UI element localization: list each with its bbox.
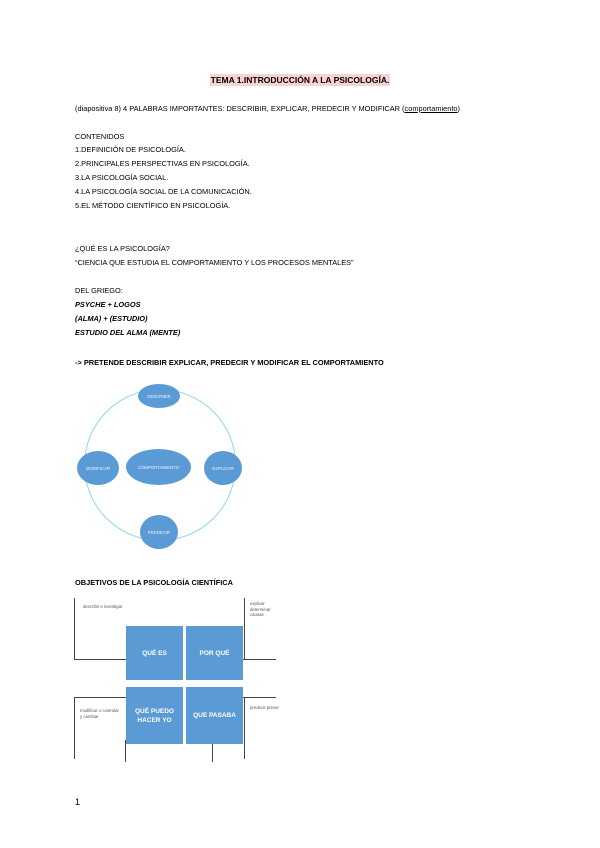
box-que-puedo-hacer-yo: QUÉ PUEDO HACER YO <box>126 687 183 744</box>
list-item: 3.LA PSICOLOGÍA SOCIAL. <box>75 173 169 182</box>
node-describir: DESCRIBIR <box>138 384 180 408</box>
divider <box>74 659 126 660</box>
note-bottom-left: modificar o controlar y cambiar <box>80 708 119 719</box>
node-comportamiento: COMPORTAMIENTO <box>126 449 191 485</box>
greek-heading: DEL GRIEGO: <box>75 286 123 295</box>
contents-heading: CONTENIDOS <box>75 132 125 141</box>
divider <box>74 697 75 759</box>
definition-question: ¿QUÉ ES LA PSICOLOGÍA? <box>75 244 170 253</box>
note-bottom-right: predecir prever <box>250 705 279 710</box>
slide-note: (diapositiva 8) 4 PALABRAS IMPORTANTES: DESCRIBIR, EXPLICAR, PREDECIR Y MODIFICAR (comportamiento) <box>75 104 460 113</box>
greek-line-2: (ALMA) + (ESTUDIO) <box>75 314 148 323</box>
list-item: 4.LA PSICOLOGÍA SOCIAL DE LA COMUNICACIÓN. <box>75 187 252 196</box>
node-explicar: EXPLICAR <box>204 451 242 485</box>
box-por-que: POR QUÉ <box>186 626 243 680</box>
divider <box>244 697 245 759</box>
divider <box>244 598 245 660</box>
note-top-right: explicar determinar causas <box>250 601 271 617</box>
page-number: 1 <box>75 797 81 807</box>
aim-statement: -> PRETENDE DESCRIBIR EXPLICAR, PREDECIR Y MODIFICAR EL COMPORTAMIENTO <box>75 358 384 367</box>
contents-list <box>75 144 252 214</box>
list-item: 1.DEFINICIÓN DE PSICOLOGÍA. <box>75 145 186 154</box>
box-que-pasaba: QUE PASABA <box>186 687 243 744</box>
divider <box>74 598 75 660</box>
box-que-es: QUÉ ES <box>126 626 183 680</box>
node-predecir: PREDECIR <box>140 515 178 549</box>
node-modificar: MODIFICAR <box>77 451 119 485</box>
definition-quote: “CIENCIA QUE ESTUDIA EL COMPORTAMIENTO Y LOS PROCESOS MENTALES” <box>75 258 354 267</box>
divider <box>74 697 126 698</box>
note-top-left: describir e investigar <box>83 604 123 609</box>
list-item: 5.EL MÉTODO CIENTÍFICO EN PSICOLOGÍA. <box>75 201 231 210</box>
document-title: TEMA 1.INTRODUCCIÓN A LA PSICOLOGÍA. <box>210 75 390 85</box>
list-item: 2.PRINCIPALES PERSPECTIVAS EN PSICOLOGÍA. <box>75 159 250 168</box>
greek-line-3: ESTUDIO DEL ALMA (MENTE) <box>75 328 181 337</box>
greek-line-1: PSYCHE + LOGOS <box>75 300 141 309</box>
objectives-heading: OBJETIVOS DE LA PSICOLOGÍA CIENTÍFICA <box>75 578 233 587</box>
